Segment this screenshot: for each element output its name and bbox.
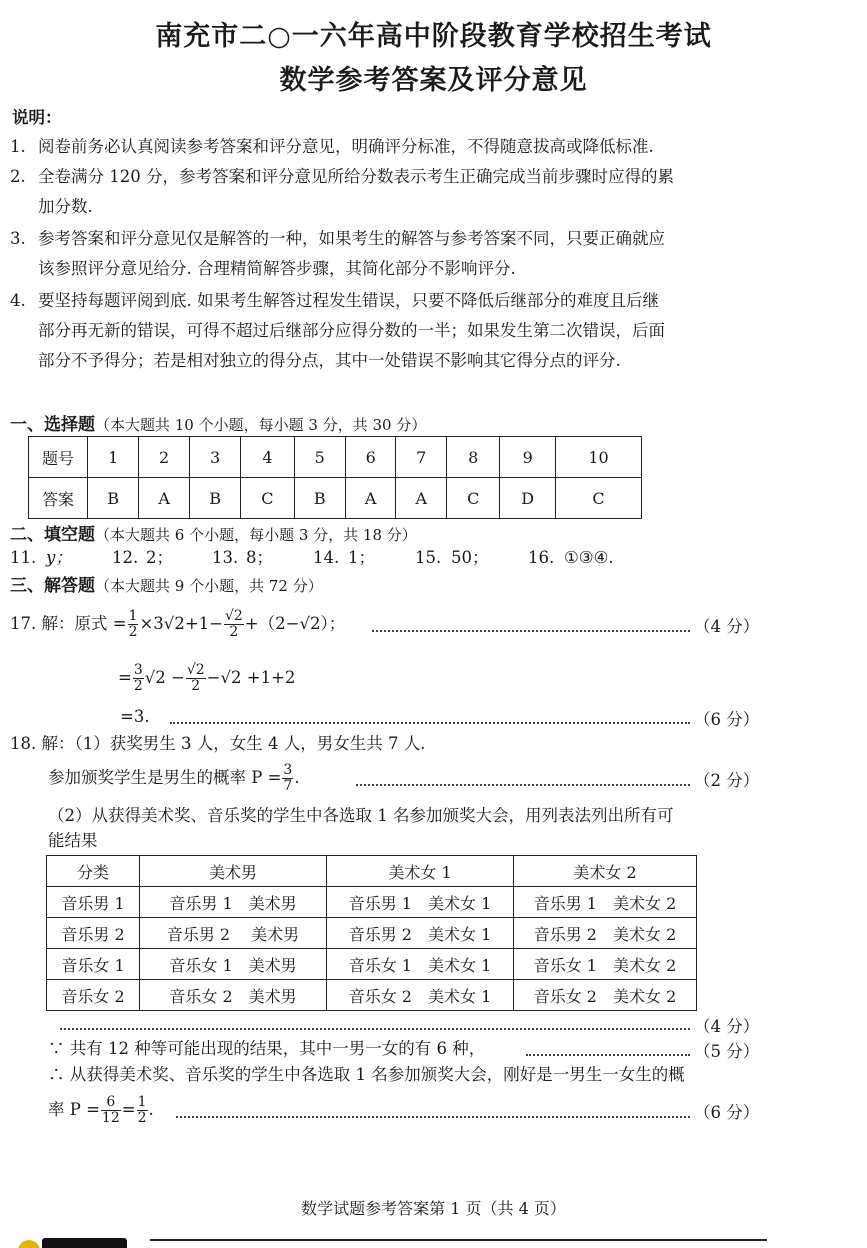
table-cell: 6 [345,437,396,478]
table-cell: 音乐男 1 美术女 2 [514,887,697,918]
table-cell: 答案 [29,478,88,519]
table-cell: 音乐女 1 美术女 2 [514,949,697,980]
table-cell: 音乐女 2 美术女 2 [514,980,697,1011]
q17-fraction-root2-over-2: $\frac{√2}{2}$ [224,607,243,640]
q17-fraction-root2-over-2-b: $\frac{√2}{2}$ [186,661,205,694]
q18-line-because: ∵ 共有 12 种等可能出现的结果，其中一男一女的有 6 种， [48,1039,486,1058]
dotted-leader [356,784,690,786]
table-row [47,918,697,949]
table-cell: 音乐女 2 [47,980,140,1011]
table-row [47,887,697,918]
section-3-detail: （本大题共 9 个小题，共 72 分） [95,577,323,595]
table-cell: 音乐男 2 美术男 [140,918,327,949]
q18-score-4: （4 分） [694,1017,760,1036]
table-cell: 7 [396,437,447,478]
fill-11-num: 11. [10,548,37,567]
q18-score-2: （2 分） [694,771,760,790]
fill-15-answer: 50； [451,548,489,567]
q17-result: =3. [120,707,150,726]
table-cell: 音乐女 1 美术女 1 [327,949,514,980]
dotted-leader [526,1054,690,1056]
table-cell: 音乐男 1 美术男 [140,887,327,918]
notes-heading: 说明： [12,108,62,127]
table-cell: 音乐男 2 美术女 2 [514,918,697,949]
table-cell: 音乐男 1 [47,887,140,918]
table-cell: 音乐女 2 美术男 [140,980,327,1011]
table-cell: 8 [447,437,500,478]
q17-line-2: = $\frac{3}{2}$ √2 − $\frac{√2}{2}$ −√2 +1+2 [118,661,296,694]
dotted-leader [176,1116,690,1118]
table-cell: C [447,478,500,519]
table-cell: B [189,478,240,519]
section-1-heading [10,410,426,435]
answer-table-row-numbers [29,437,642,478]
table-cell: 2 [139,437,190,478]
section-3-heading [10,571,323,596]
note-3-line-2: 该参照评分意见给分. 合理精简解答步骤，其简化部分不影响评分. [38,259,516,278]
q18-fraction-1-2: $\frac{1}{2}$ [137,1093,147,1126]
note-1-num: 1. [10,137,26,156]
table-cell: 音乐女 1 美术男 [140,949,327,980]
note-3-num: 3. [10,229,26,248]
fill-13-num: 13. [212,548,239,567]
dotted-leader [60,1028,690,1030]
note-4-line-1: 要坚持每题评阅到底. 如果考生解答过程发生错误，只要不降低后继部分的难度且后继 [38,291,659,310]
title-line-1: 南充市二○一六年高中阶段教育学校招生考试 [155,21,712,52]
table-cell: B [88,478,139,519]
q18-fraction-6-12: $\frac{6}{12}$ [101,1093,120,1126]
section-2-heading [10,520,417,545]
table-cell: A [345,478,396,519]
q18-score-6: （6 分） [694,1103,760,1122]
section-2-detail: （本大题共 6 个小题，每小题 3 分，共 18 分） [95,526,417,544]
table-cell: 音乐女 2 美术女 1 [327,980,514,1011]
table-cell: 音乐男 1 美术女 1 [327,887,514,918]
fill-12-num: 12. [112,548,139,567]
q17-score-4: （4 分） [694,617,760,636]
q18-line-therefore: ∴ 从获得美术奖、音乐奖的学生中各选取 1 名参加颁奖大会，刚好是一男生一女生的概 [48,1065,685,1084]
table-cell: 音乐男 2 [47,918,140,949]
q17-label: 17. 解：原式 = [10,614,127,633]
note-2-line-1: 全卷满分 120 分，参考答案和评分意见所给分数表示考生正确完成当前步骤时应得的累 [38,167,674,186]
table-cell: 4 [241,437,294,478]
table-cell: 10 [555,437,641,478]
answer-table-row-answers [29,478,642,519]
q18-part2-line-2: 能结果 [48,831,98,850]
table-cell: A [139,478,190,519]
page-footer: 数学试题参考答案第 1 页（共 4 页） [301,1199,566,1218]
table-cell: 1 [88,437,139,478]
fill-11-answer: y； [46,548,72,567]
fill-16-answer: ①③④. [564,548,614,567]
fill-13-answer: 8； [246,548,273,567]
table-row [47,949,697,980]
q18-final-line: 率 P = $\frac{6}{12}$ = $\frac{1}{2}$ . [48,1093,154,1126]
note-2-line-2: 加分数. [38,197,93,216]
table-cell: A [396,478,447,519]
q18-final-label: 率 P = [48,1100,100,1119]
table-cell: B [294,478,345,519]
q18-fraction-3-7: $\frac{3}{7}$ [283,761,293,794]
table-cell: 3 [189,437,240,478]
q17-fraction-half: $\frac{1}{2}$ [128,607,138,640]
table-cell: 音乐男 2 美术女 1 [327,918,514,949]
note-1-line-1: 阅卷前务必认真阅读参考答案和评分意见，明确评分标准，不得随意拔高或降低标准. [38,137,654,156]
table-row [47,856,697,887]
fill-15-num: 15. [415,548,442,567]
table-header-cell: 分类 [47,856,140,887]
title-line-2: 数学参考答案及评分意见 [279,65,588,96]
section-3-title: 三、解答题 [10,576,95,596]
fill-12-answer: 2； [146,548,173,567]
q17-line-1: 17. 解：原式 = $\frac{1}{2}$ ×3√2+1− $\frac{√2}{2}$ +（2−√2）； [10,607,346,640]
outcomes-table [46,855,697,1011]
section-2-title: 二、填空题 [10,525,95,545]
table-cell: 9 [500,437,556,478]
table-cell: 题号 [29,437,88,478]
q18-line-1: 18. 解：（1）获奖男生 3 人，女生 4 人，男女生共 7 人. [10,734,426,753]
note-4-line-3: 部分不予得分；若是相对独立的得分点，其中一处错误不影响其它得分点的评分. [38,351,621,370]
q18-line-2: 参加颁奖学生是男生的概率 P = $\frac{3}{7}$ . [48,761,300,794]
table-cell: D [500,478,556,519]
table-header-cell: 美术女 1 [327,856,514,887]
table-cell: C [241,478,294,519]
note-3-line-1: 参考答案和评分意见仅是解答的一种，如果考生的解答与参考答案不同，只要正确就应 [38,229,665,248]
table-cell: 5 [294,437,345,478]
note-2-num: 2. [10,167,26,186]
answer-table [28,436,642,519]
site-logo [0,1232,130,1248]
logo-wordmark [42,1238,127,1248]
table-row [47,980,697,1011]
fill-14-num: 14. [313,548,340,567]
dotted-leader [170,722,690,724]
dotted-leader [372,630,690,632]
section-1-title: 一、选择题 [10,415,95,435]
section-1-detail: （本大题共 10 个小题，每小题 3 分，共 30 分） [95,416,427,434]
table-cell: 音乐女 1 [47,949,140,980]
q17-score-6: （6 分） [694,710,760,729]
bottom-rule [150,1239,767,1241]
q18-part2-line-1: （2）从获得美术奖、音乐奖的学生中各选取 1 名参加颁奖大会，用列表法列出所有可 [48,806,674,825]
table-header-cell: 美术女 2 [514,856,697,887]
table-cell: C [555,478,641,519]
table-header-cell: 美术男 [140,856,327,887]
logo-emblem-icon [18,1240,40,1248]
fill-16-num: 16. [528,548,555,567]
note-4-num: 4. [10,291,26,310]
q18-probability-label: 参加颁奖学生是男生的概率 P = [48,768,282,787]
q17-fraction-three-halves: $\frac{3}{2}$ [133,661,143,694]
q18-score-5: （5 分） [694,1042,760,1061]
note-4-line-2: 部分再无新的错误，可得不超过后继部分应得分数的一半；如果发生第二次错误，后面 [38,321,665,340]
fill-14-answer: 1； [348,548,375,567]
